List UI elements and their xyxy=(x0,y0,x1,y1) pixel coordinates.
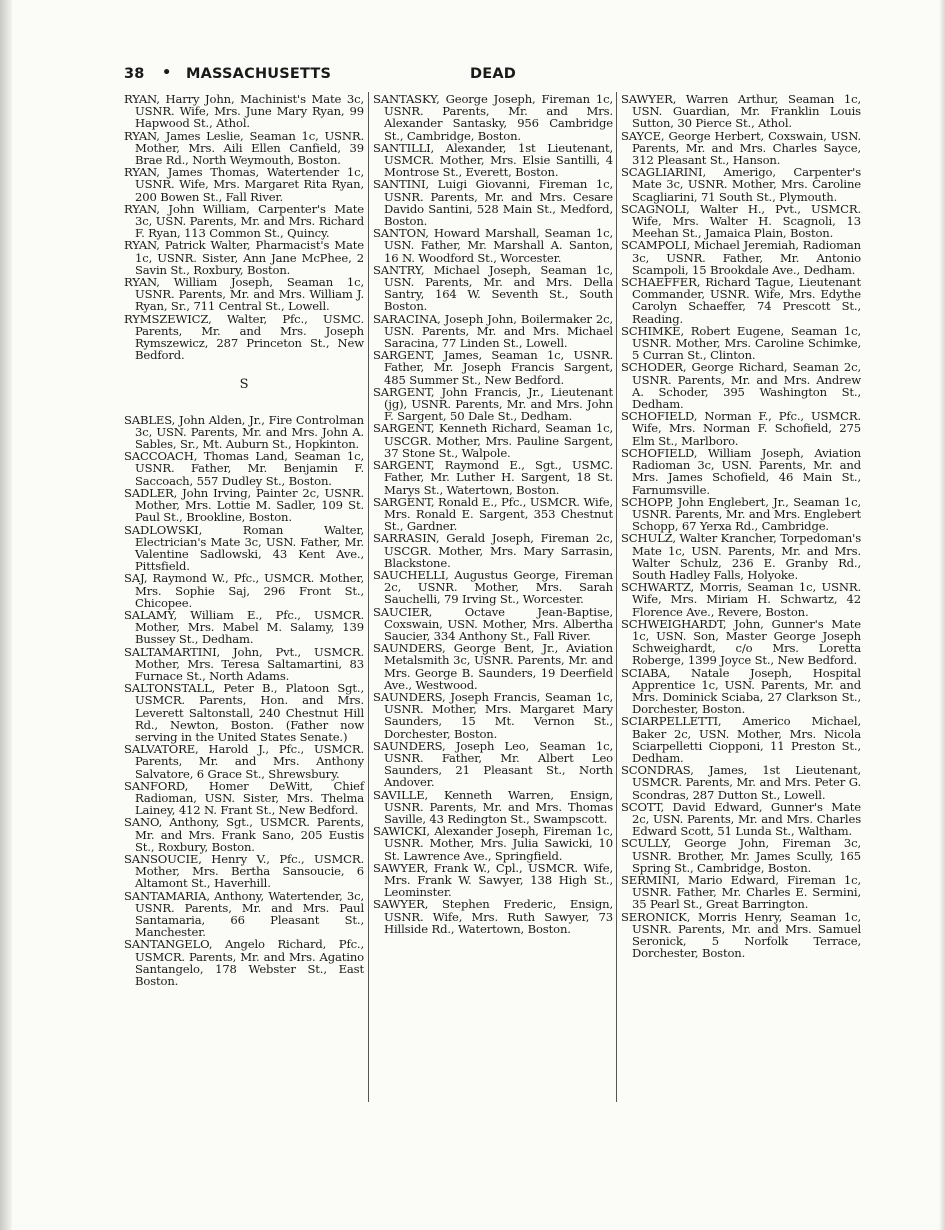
casualty-entry: SERONICK, Morris Henry, Seaman 1c, USNR. Parents, Mr. and Mrs. Samuel Seronick, 5 Norfolk Terrace, Dorchester, Boston. xyxy=(621,909,861,961)
casualty-entry: SCIARPELLETTI, Americo Michael, Baker 2c, USN. Mother, Mrs. Nicola Sciarpelletti Ciopponi, 11 Preston St., Dedham. xyxy=(621,714,861,765)
column-3 xyxy=(621,93,861,959)
casualty-entry: SADLOWSKI, Roman Walter, Electrician's Mate 3c, USN. Father, Mr. Valentine Sadlowski, 43 Kent Ave., Pittsfield. xyxy=(124,522,364,574)
casualty-entry: SCAGNOLI, Walter H., Pvt., USMCR. Wife, Mrs. Walter H. Scagnoli, 13 Meehan St., Jamaica Plain, Boston. xyxy=(621,201,861,241)
casualty-entry: SCHOFIELD, William Joseph, Aviation Radioman 3c, USN. Parents, Mr. and Mrs. James Schofield, 46 Main St., Farnumsville. xyxy=(621,445,861,497)
casualty-entry: SANO, Anthony, Sgt., USMCR. Parents, Mr. and Mrs. Frank Sano, 205 Eustis St., Roxbury, Boston. xyxy=(124,815,364,854)
casualty-entry: RYAN, James Thomas, Watertender 1c, USNR. Wife, Mrs. Margaret Rita Ryan, 200 Bowen St., Fall River. xyxy=(124,165,364,204)
column-1 xyxy=(124,93,364,987)
casualty-entry: SCAGLIARINI, Amerigo, Carpenter's Mate 3c, USNR. Mother, Mrs. Caroline Scagliarini, 71 South St., Plymouth. xyxy=(621,165,861,204)
casualty-entry: SCOTT, David Edward, Gunner's Mate 2c, USN. Parents, Mr. and Mrs. Charles Edward Scott, 51 Lunda St., Waltham. xyxy=(621,799,861,839)
casualty-entry: SADLER, John Irving, Painter 2c, USNR. Mother, Mrs. Lottie M. Sadler, 109 St. Paul St., Brookline, Boston. xyxy=(124,485,364,525)
casualty-entry: RYAN, William Joseph, Seaman 1c, USNR. Parents, Mr. and Mrs. William J. Ryan, Sr., 711 Central St., Lowell. xyxy=(124,275,364,314)
casualty-entry: SAWYER, Stephen Frederic, Ensign, USNR. Wife, Mrs. Ruth Sawyer, 73 Hillside Rd., Watertown, Boston. xyxy=(373,897,613,936)
state-name: MASSACHUSETTS xyxy=(186,66,332,82)
casualty-entry: SANTASKY, George Joseph, Fireman 1c, USNR. Parents, Mr. and Mrs. Alexander Santasky, 956 Cambridge St., Cambridge, Boston. xyxy=(373,92,613,143)
page-number: 38 xyxy=(124,66,145,82)
scan-edge-right xyxy=(939,0,945,1230)
casualty-entry: SABLES, John Alden, Jr., Fire Controlman 3c, USN. Parents, Mr. and Mrs. John A. Sables, Sr., Mt. Auburn St., Hopkinton. xyxy=(124,412,364,452)
header-bullet: • xyxy=(162,65,172,81)
casualty-entry: SCIABA, Natale Joseph, Hospital Apprentice 1c, USN. Parents, Mr. and Mrs. Dominick Sciaba, 27 Clarkson St., Dorchester, Boston. xyxy=(621,665,861,717)
casualty-entry: SANTAMARIA, Anthony, Watertender, 3c, USNR. Parents, Mr. and Mrs. Paul Santamaria, 66 Pleasant St., Manchester. xyxy=(124,888,364,940)
casualty-entry: SAUCIER, Octave Jean-Baptise, Coxswain, USN. Mother, Mrs. Albertha Saucier, 334 Anthony St., Fall River. xyxy=(373,604,613,643)
casualty-entry: SCHOFIELD, Norman F., Pfc., USMCR. Wife, Mrs. Norman F. Schofield, 275 Elm St., Marlboro. xyxy=(621,409,861,448)
casualty-entry: SCHWEIGHARDT, John, Gunner's Mate 1c, USN. Son, Master George Joseph Schweighardt, c/o Mrs. Loretta Roberge, 1399 Joyce St., New Bedford. xyxy=(621,616,861,668)
casualty-entry: RYAN, Harry John, Machinist's Mate 3c, USNR. Wife, Mrs. June Mary Ryan, 99 Hapwood St., Athol. xyxy=(124,92,364,131)
casualty-entry: SARACINA, Joseph John, Boilermaker 2c, USN. Parents, Mr. and Mrs. Michael Saracina, 77 Linden St., Lowell. xyxy=(373,311,613,351)
casualty-entry: SCAMPOLI, Michael Jeremiah, Radioman 3c, USNR. Father, Mr. Antonio Scampoli, 15 Brookdale Ave., Dedham. xyxy=(621,238,861,277)
casualty-entry: SALTONSTALL, Peter B., Platoon Sgt., USMCR. Parents, Hon. and Mrs. Leverett Saltonstall, 240 Chestnut Hill Rd., Newton, Boston. (Father now serving in the United States Senate.) xyxy=(124,681,364,744)
casualty-entry: SANTON, Howard Marshall, Seaman 1c, USN. Father, Mr. Marshall A. Santon, 16 N. Woodford St., Worcester. xyxy=(373,226,613,265)
casualty-entry: SANTRY, Michael Joseph, Seaman 1c, USN. Parents, Mr. and Mrs. Della Santry, 164 W. Seventh St., South Boston. xyxy=(373,262,613,314)
casualty-entry: SARRASIN, Gerald Joseph, Fireman 2c, USCGR. Mother, Mrs. Mary Sarrasin, Blackstone. xyxy=(373,531,613,570)
casualty-entry: SAVILLE, Kenneth Warren, Ensign, USNR. Parents, Mr. and Mrs. Thomas Saville, 43 Redington St., Swampscott. xyxy=(373,787,613,826)
casualty-entry: SARGENT, James, Seaman 1c, USNR. Father, Mr. Joseph Francis Sargent, 485 Summer St., New Bedford. xyxy=(373,348,613,387)
section-letter: S xyxy=(239,377,249,393)
page-header xyxy=(124,66,859,86)
casualty-entry: SAUNDERS, Joseph Leo, Seaman 1c, USNR. Father, Mr. Albert Leo Saunders, 21 Pleasant St., North Andover. xyxy=(373,738,613,790)
column-divider-1 xyxy=(368,92,369,1102)
casualty-entry: SAJ, Raymond W., Pfc., USMCR. Mother, Mrs. Sophie Saj, 296 Front St., Chicopee. xyxy=(124,571,364,610)
casualty-entry: SACCOACH, Thomas Land, Seaman 1c, USNR. Father, Mr. Benjamin F. Saccoach, 557 Dudley St., Boston. xyxy=(124,449,364,488)
casualty-entry: SCULLY, George John, Fireman 3c, USNR. Brother, Mr. James Scully, 165 Spring St., Cambridge, Boston. xyxy=(621,836,861,875)
casualty-entry: SARGENT, John Francis, Jr., Lieutenant (jg), USNR. Parents, Mr. and Mrs. John F. Sargent, 50 Dale St., Dedham. xyxy=(373,384,613,424)
casualty-entry: SANTILLI, Alexander, 1st Lieutenant, USMCR. Mother, Mrs. Elsie Santilli, 4 Montrose St., Everett, Boston. xyxy=(373,140,613,180)
casualty-entry: SAWYER, Frank W., Cpl., USMCR. Wife, Mrs. Frank W. Sawyer, 138 High St., Leominster. xyxy=(373,860,613,900)
casualty-entry: SARGENT, Ronald E., Pfc., USMCR. Wife, Mrs. Ronald E. Sargent, 353 Chestnut St., Gardner. xyxy=(373,494,613,534)
casualty-entry: SANTANGELO, Angelo Richard, Pfc., USMCR. Parents, Mr. and Mrs. Agatino Santangelo, 178 Webster St., East Boston. xyxy=(124,937,364,989)
casualty-entry: SANTINI, Luigi Giovanni, Fireman 1c, USNR. Parents, Mr. and Mrs. Cesare Davido Santini, 528 Main St., Medford, Boston. xyxy=(373,177,613,229)
column-2 xyxy=(373,93,613,935)
casualty-entry: SANSOUCIE, Henry V., Pfc., USMCR. Mother, Mrs. Bertha Sansoucie, 6 Altamont St., Haverhill. xyxy=(124,851,364,891)
casualty-entry: SARGENT, Kenneth Richard, Seaman 1c, USCGR. Mother, Mrs. Pauline Sargent, 37 Stone St., Walpole. xyxy=(373,421,613,460)
casualty-entry: SALAMY, William E., Pfc., USMCR. Mother, Mrs. Mabel M. Salamy, 139 Bussey St., Dedham. xyxy=(124,607,364,647)
casualty-entry: SERMINI, Mario Edward, Fireman 1c, USNR. Father, Mr. Charles E. Sermini, 35 Pearl St., Great Barrington. xyxy=(621,873,861,912)
section-title: DEAD xyxy=(470,66,516,82)
casualty-entry: SARGENT, Raymond E., Sgt., USMC. Father, Mr. Luther H. Sargent, 18 St. Marys St., Watertown, Boston. xyxy=(373,458,613,497)
scan-edge-left xyxy=(0,0,12,1230)
casualty-entry: SCHIMKE, Robert Eugene, Seaman 1c, USNR. Mother, Mrs. Caroline Schimke, 5 Curran St., Clinton. xyxy=(621,323,861,363)
casualty-entry: SAUNDERS, George Bent, Jr., Aviation Metalsmith 3c, USNR. Parents, Mr. and Mrs. George B. Saunders, 19 Deerfield Ave., Westwood. xyxy=(373,641,613,692)
casualty-entry: SALVATORE, Harold J., Pfc., USMCR. Parents, Mr. and Mrs. Anthony Salvatore, 6 Grace St., Shrewsbury. xyxy=(124,742,364,781)
casualty-entry: SANFORD, Homer DeWitt, Chief Radioman, USN. Sister, Mrs. Thelma Lainey, 412 N. Frant St., New Bedford. xyxy=(124,778,364,818)
casualty-entry: SAUCHELLI, Augustus George, Fireman 2c, USNR. Mother, Mrs. Sarah Sauchelli, 79 Irving St., Worcester. xyxy=(373,567,613,607)
casualty-entry: SAWICKI, Alexander Joseph, Fireman 1c, USNR. Mother, Mrs. Julia Sawicki, 10 St. Lawrence Ave., Springfield. xyxy=(373,824,613,863)
casualty-entry: SAYCE, George Herbert, Coxswain, USN. Parents, Mr. and Mrs. Charles Sayce, 312 Pleasant St., Hanson. xyxy=(621,128,861,168)
casualty-entry: SAUNDERS, Joseph Francis, Seaman 1c, USNR. Mother, Mrs. Margaret Mary Saunders, 15 Mt. Vernon St., Dorchester, Boston. xyxy=(373,689,613,741)
casualty-entry: SCHAEFFER, Richard Tague, Lieutenant Commander, USNR. Wife, Mrs. Edythe Carolyn Schaeffer, 74 Prescott St., Reading. xyxy=(621,275,861,326)
casualty-entry: RYAN, Patrick Walter, Pharmacist's Mate 1c, USNR. Sister, Ann Jane McPhee, 2 Savin St., Roxbury, Boston. xyxy=(124,238,364,277)
casualty-entry: SCHWARTZ, Morris, Seaman 1c, USNR. Wife, Mrs. Miriam H. Schwartz, 42 Florence Ave., Revere, Boston. xyxy=(621,580,861,619)
casualty-entry: SALTAMARTINI, John, Pvt., USMCR. Mother, Mrs. Teresa Saltamartini, 83 Furnace St., North Adams. xyxy=(124,644,364,683)
casualty-entry: RYAN, James Leslie, Seaman 1c, USNR. Mother, Mrs. Aili Ellen Canfield, 39 Brae Rd., North Weymouth, Boston. xyxy=(124,128,364,168)
column-divider-2 xyxy=(616,92,617,1102)
casualty-entry: RYMSZEWICZ, Walter, Pfc., USMC. Parents, Mr. and Mrs. Joseph Rymszewicz, 287 Princeton St., New Bedford. xyxy=(124,311,364,363)
casualty-entry: SCHULZ, Walter Krancher, Torpedoman's Mate 1c, USN. Parents, Mr. and Mrs. Walter Schulz, 236 E. Granby Rd., South Hadley Falls, Holyoke. xyxy=(621,531,861,582)
casualty-entry: RYAN, John William, Carpenter's Mate 3c, USN. Parents, Mr. and Mrs. Richard F. Ryan, 113 Common St., Quincy. xyxy=(124,201,364,241)
casualty-entry: SCONDRAS, James, 1st Lieutenant, USMCR. Parents, Mr. and Mrs. Peter G. Scondras, 287 Dutton St., Lowell. xyxy=(621,763,861,802)
casualty-entry: SAWYER, Warren Arthur, Seaman 1c, USN. Guardian, Mr. Franklin Louis Sutton, 30 Pierce St., Athol. xyxy=(621,92,861,131)
casualty-entry: SCHOPP, John Englebert, Jr., Seaman 1c, USNR. Parents, Mr. and Mrs. Englebert Schopp, 67 Yerxa Rd., Cambridge. xyxy=(621,494,861,534)
casualty-entry: SCHODER, George Richard, Seaman 2c, USNR. Parents, Mr. and Mrs. Andrew A. Schoder, 395 Washington St., Dedham. xyxy=(621,360,861,412)
